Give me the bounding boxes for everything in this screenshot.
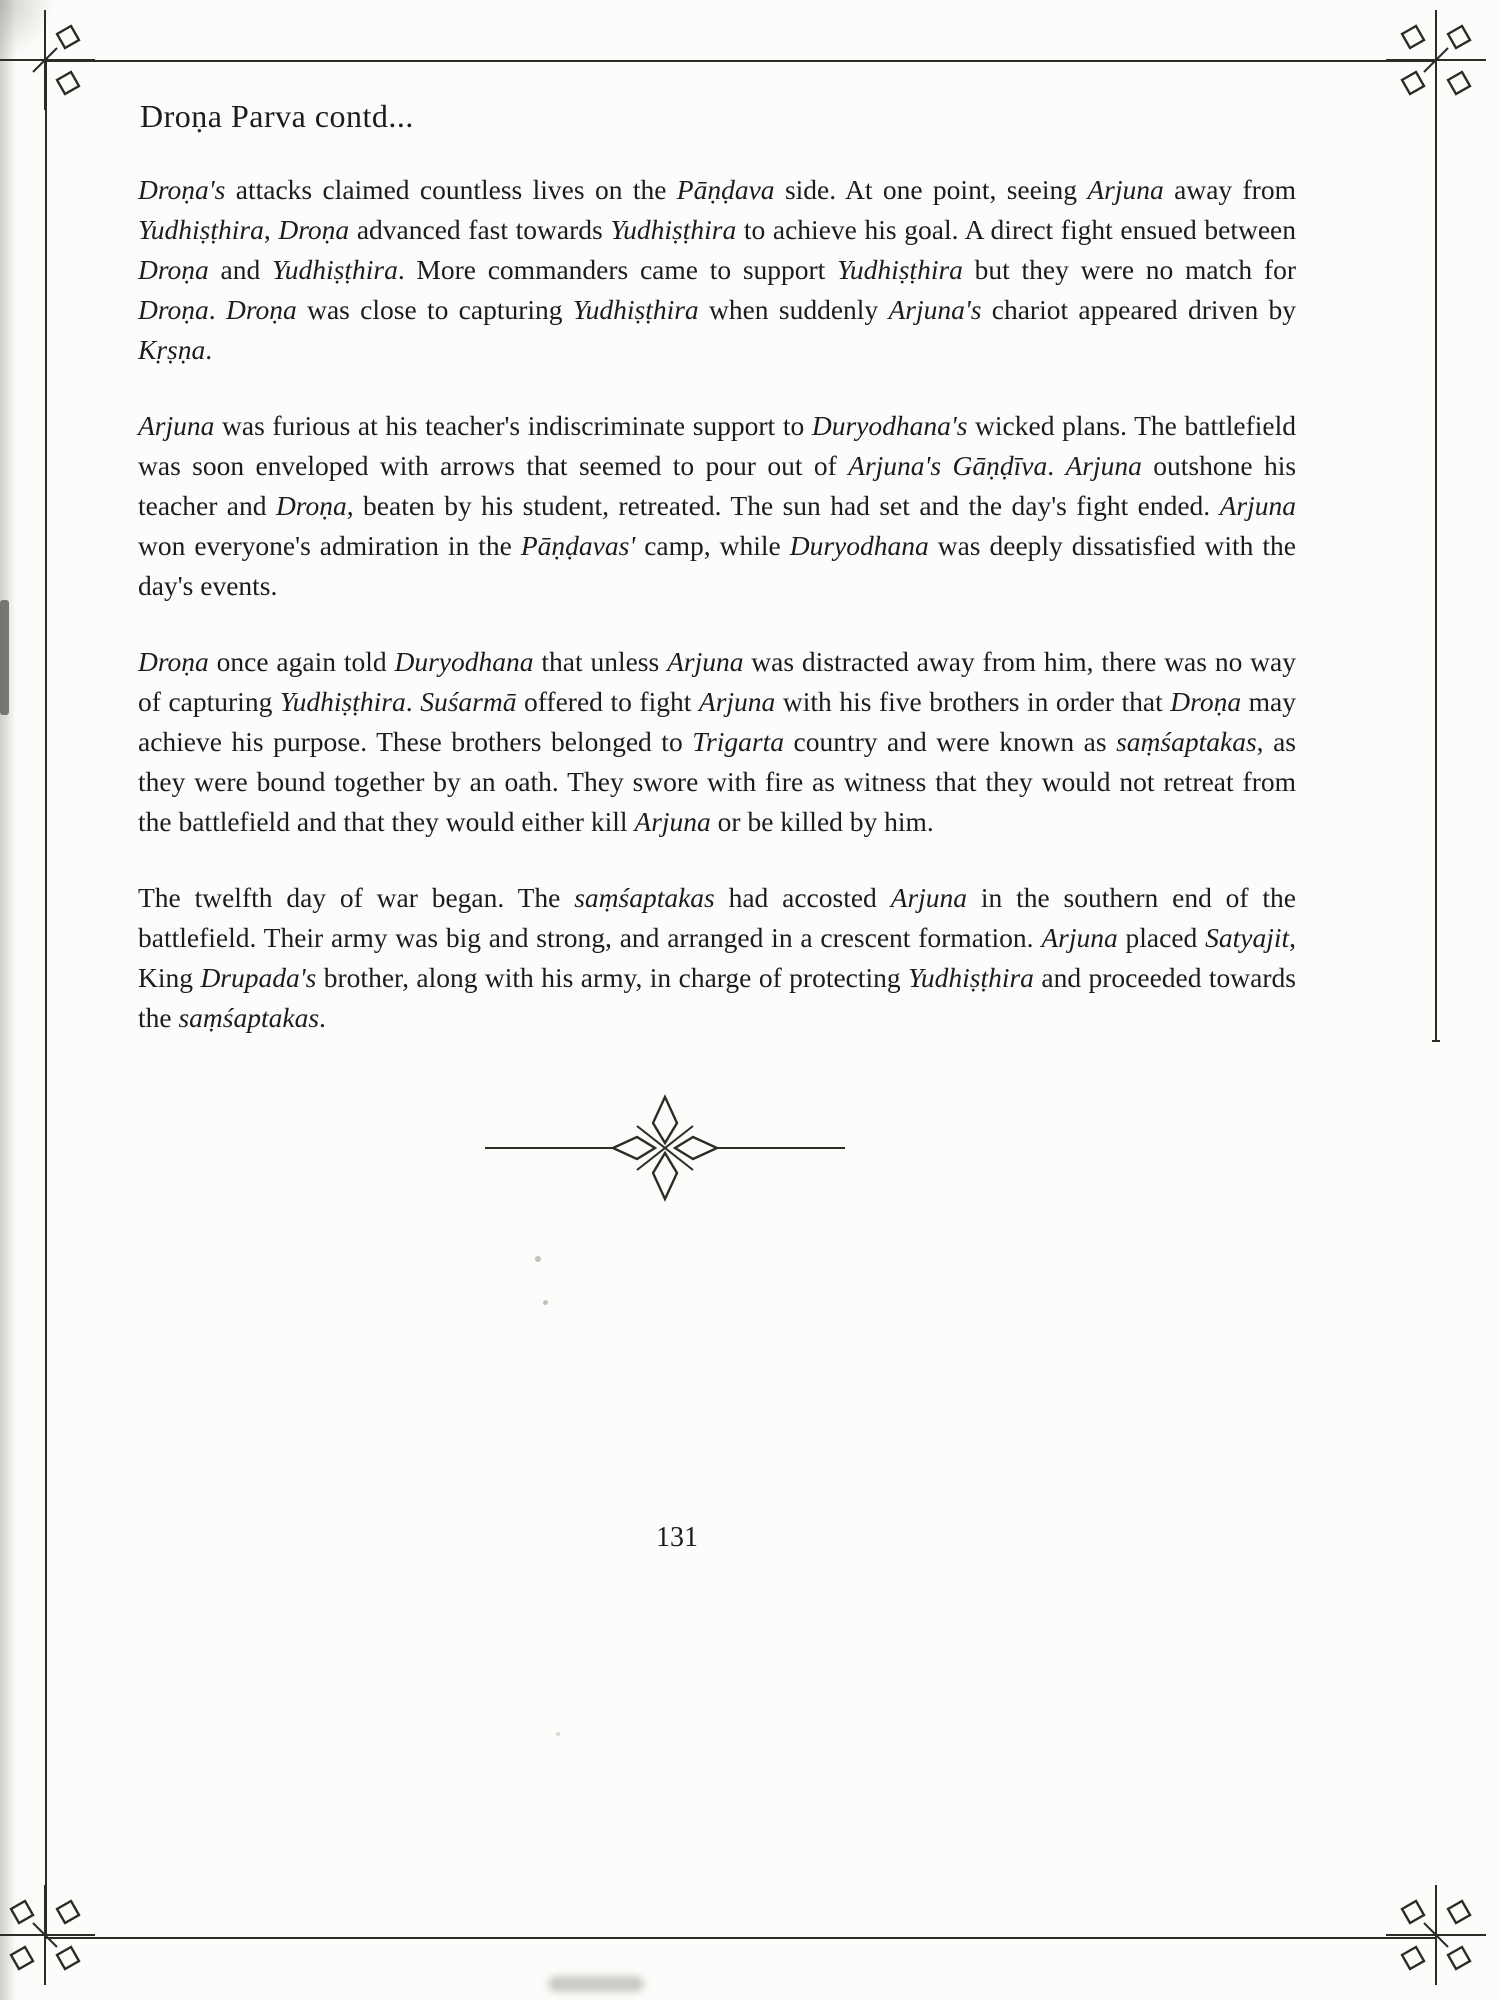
section-divider-ornament-icon (485, 1093, 845, 1203)
corner-ornament-top-right-icon (1386, 10, 1486, 110)
corner-ornament-bottom-left-icon (0, 1885, 95, 1985)
scan-bottom-smudge (548, 1976, 644, 1992)
paragraph: Droṇa once again told Duryodhana that unless Arjuna was distracted away from him, there was no way of capturing Yudhiṣṭhira. Suśarmā offered to fight Arjuna with his five brothers in order that Droṇa may achieve his purpose. These brothers belonged to Trigarta country and were known as saṃśaptakas, as they were bound together by an oath. They swore with fire as witness that they would not retreat from the battlefield and that they would either kill Arjuna or be killed by him. (138, 646, 1297, 837)
paragraph: The twelfth day of war began. The saṃśaptakas had accosted Arjuna in the southern end of the battlefield. Their army was big and strong, and arranged in a crescent formation. Arjuna placed Satyajit, King Drupada's brother, along with his army, in charge of protecting Yudhiṣṭhira and proceeded towards the saṃśaptakas. (138, 882, 1297, 1033)
body-paragraphs (138, 170, 1296, 1074)
page-number: 131 (656, 1522, 698, 1553)
paragraph: Droṇa's attacks claimed countless lives on the Pāṇḍava side. At one point, seeing Arjuna away from Yudhiṣṭhira, Droṇa advanced fast towards Yudhiṣṭhira to achieve his goal. A direct fight ensued between Droṇa and Yudhiṣṭhira. More commanders came to support Yudhiṣṭhira but they were no match for Droṇa. Droṇa was close to capturing Yudhiṣṭhira when suddenly Arjuna's chariot appeared driven by Kṛṣṇa. (138, 174, 1297, 365)
scan-edge-streak (0, 600, 9, 715)
paragraph: Arjuna was furious at his teacher's indiscriminate support to Duryodhana's wicked plans. The battlefield was soon enveloped with arrows that seemed to pour out of Arjuna's Gāṇḍīva. Arjuna outshone his teacher and Droṇa, beaten by his student, retreated. The sun had set and the day's fight ended. Arjuna won everyone's admiration in the Pāṇḍavas' camp, while Duryodhana was deeply dissatisfied with the day's events. (138, 410, 1297, 601)
corner-ornament-bottom-right-icon (1386, 1885, 1486, 1985)
page-title: Droṇa Parva contd... (140, 98, 414, 134)
corner-ornament-top-left-icon (0, 10, 95, 110)
scan-edge-shadow-left (0, 0, 16, 2000)
page-border-right-line (1435, 60, 1437, 1042)
